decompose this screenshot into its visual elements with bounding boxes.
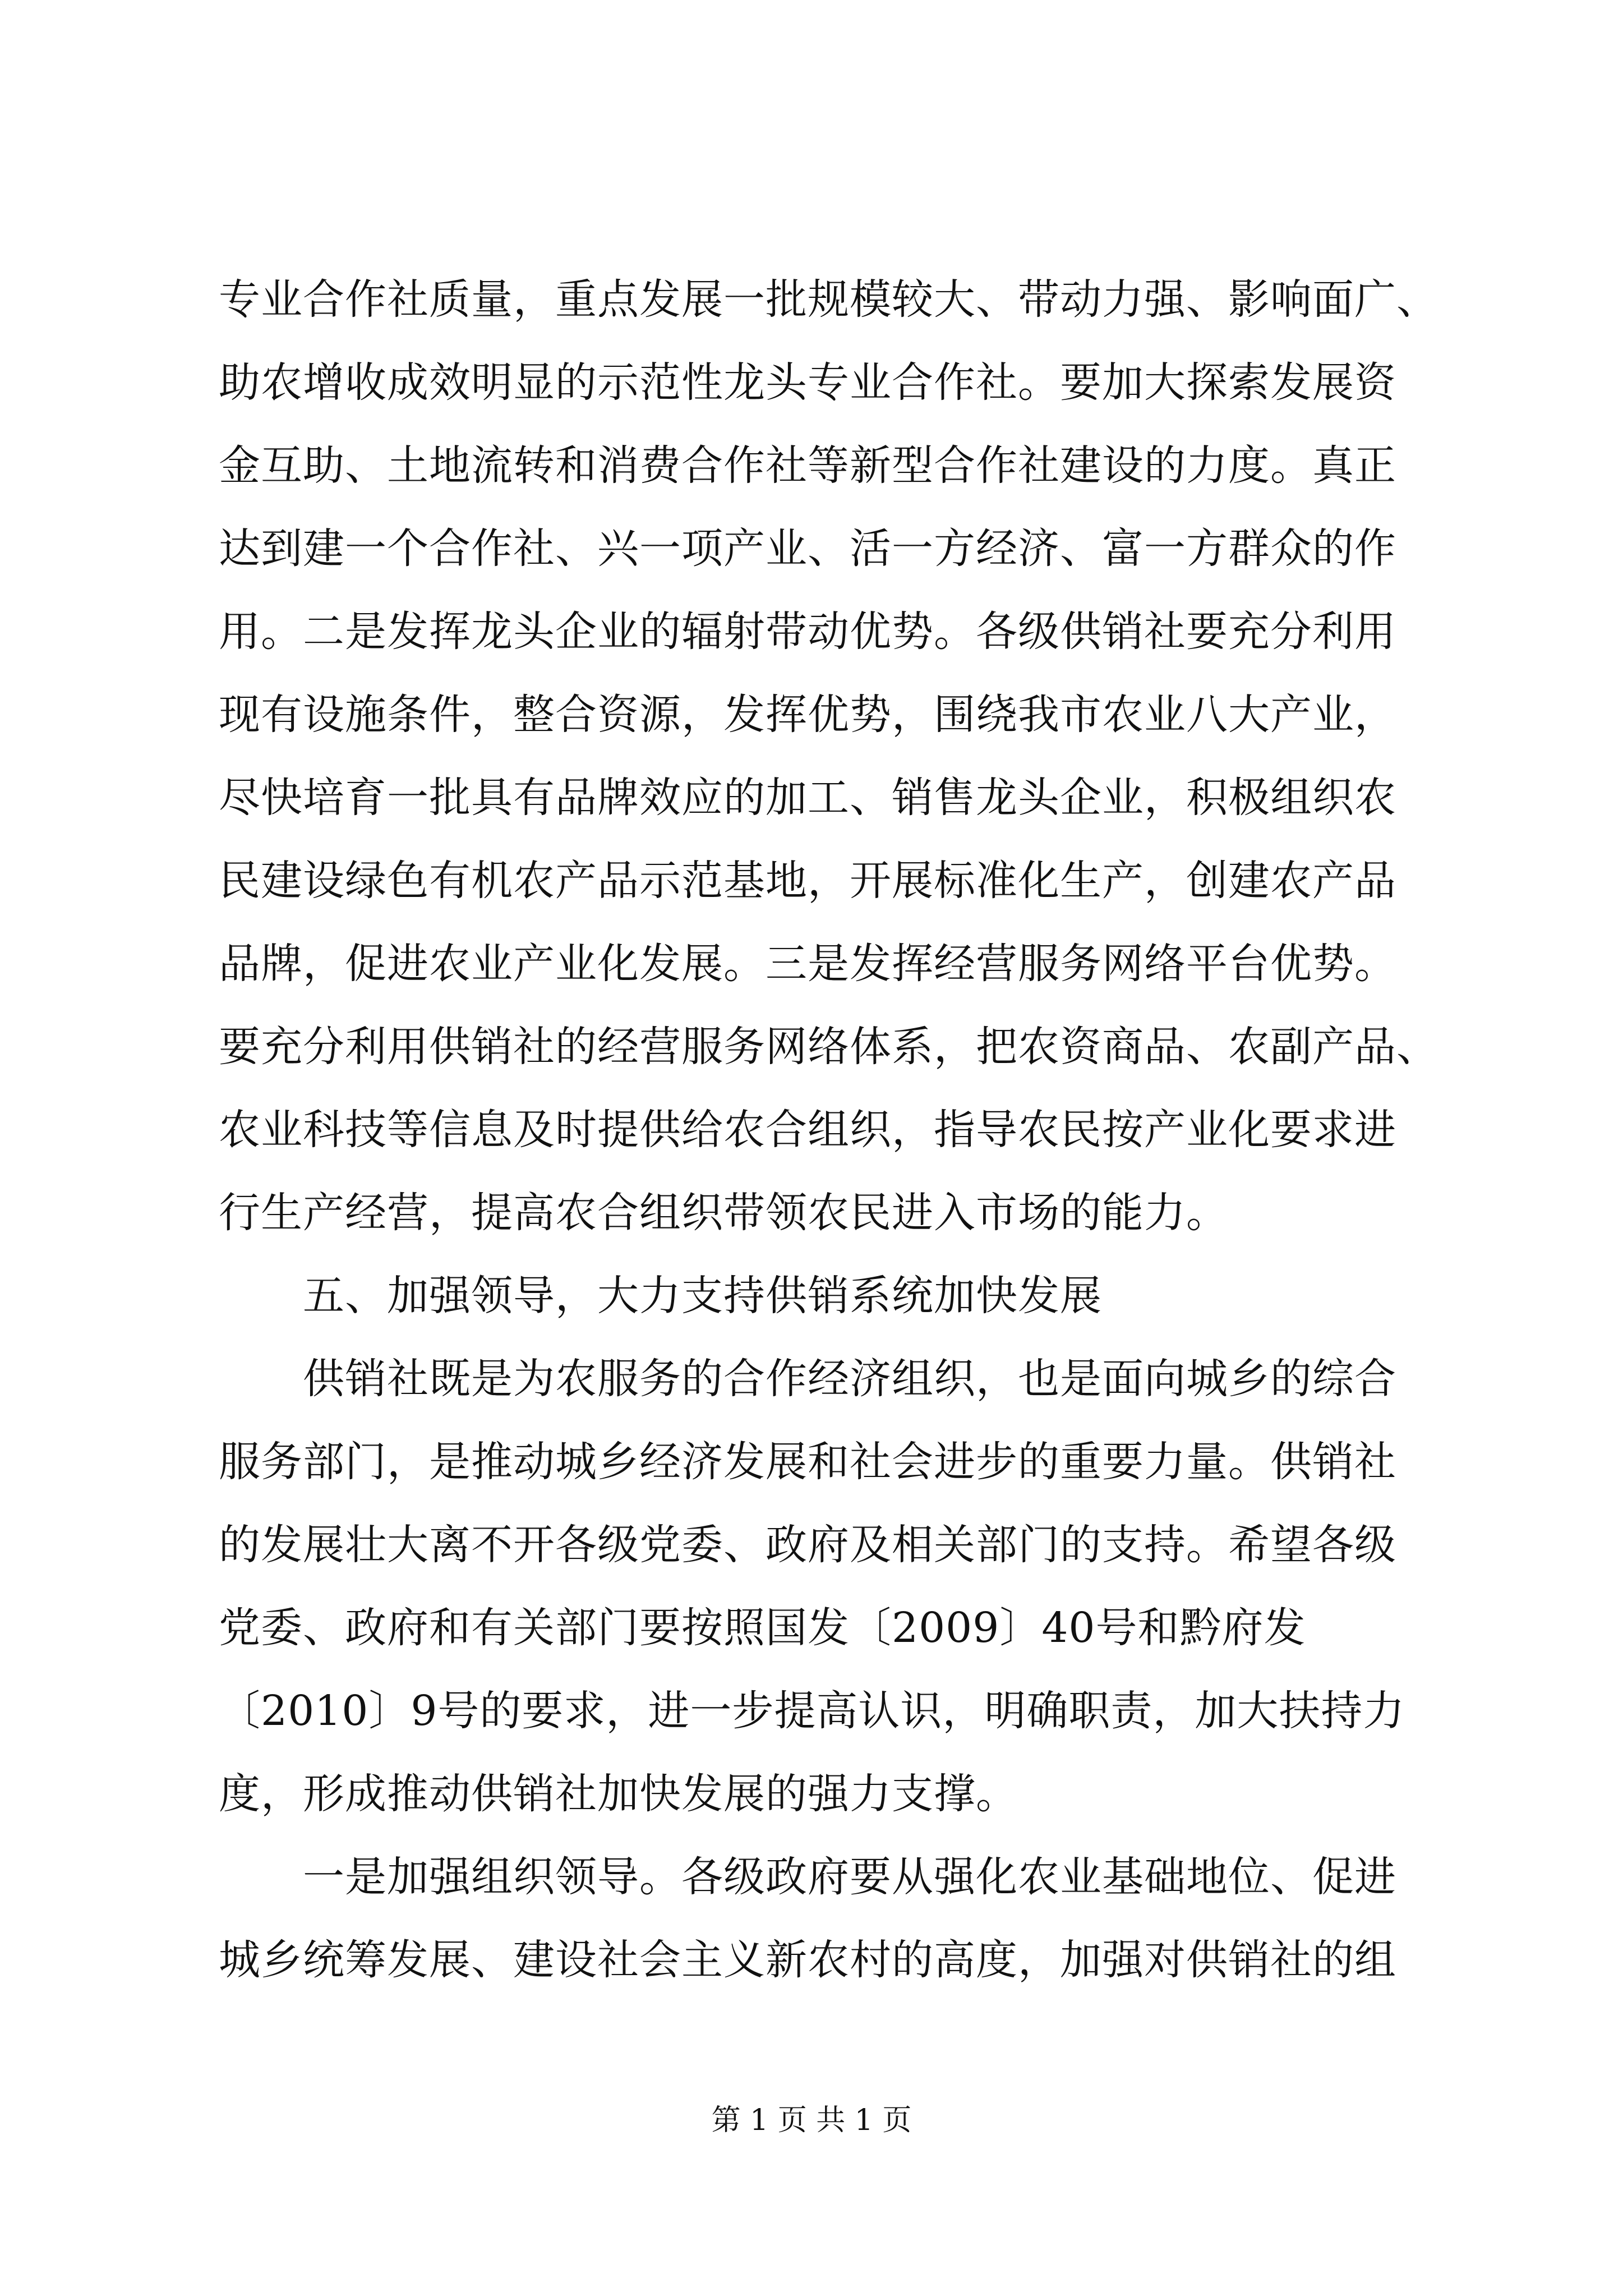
body-line: 现有设施条件，整合资源，发挥优势，围绕我市农业八大产业， [219, 691, 1396, 739]
body-line: 城乡统筹发展、建设社会主义新农村的高度，加强对供销社的组 [219, 1936, 1396, 1984]
body-line: 用。二是发挥龙头企业的辐射带动优势。各级供销社要充分利用 [219, 608, 1396, 656]
body-line: 一是加强组织领导。各级政府要从强化农业基础地位、促进 [303, 1853, 1396, 1901]
body-line: 品牌，促进农业产业化发展。三是发挥经营服务网络平台优势。 [219, 940, 1396, 988]
body-line: 农业科技等信息及时提供给农合组织，指导农民按产业化要求进 [219, 1106, 1396, 1154]
body-line: 供销社既是为农服务的合作经济组织，也是面向城乡的综合 [303, 1355, 1396, 1403]
body-line: 尽快培育一批具有品牌效应的加工、销售龙头企业，积极组织农 [219, 774, 1396, 822]
body-line: 金互助、土地流转和消费合作社等新型合作社建设的力度。真正 [219, 441, 1396, 490]
body-line: 达到建一个合作社、兴一项产业、活一方经济、富一方群众的作 [219, 524, 1396, 573]
body-line: 专业合作社质量，重点发展一批规模较大、带动力强、影响面广、 [219, 275, 1438, 324]
body-line: 的发展壮大离不开各级党委、政府及相关部门的支持。希望各级 [219, 1521, 1396, 1569]
section-heading: 五、加强领导，大力支持供销系统加快发展 [303, 1272, 1102, 1320]
body-line: 〔2010〕9号的要求，进一步提高认识，明确职责，加大扶持力 [219, 1687, 1405, 1735]
body-line: 民建设绿色有机农产品示范基地，开展标准化生产，创建农产品 [219, 857, 1396, 905]
page-number-footer: 第 1 页 共 1 页 [711, 2104, 912, 2137]
body-line: 党委、政府和有关部门要按照国发〔2009〕40号和黔府发 [219, 1604, 1306, 1652]
body-line: 服务部门，是推动城乡经济发展和社会进步的重要力量。供销社 [219, 1438, 1396, 1486]
body-line: 助农增收成效明显的示范性龙头专业合作社。要加大探索发展资 [219, 358, 1396, 407]
body-line: 要充分利用供销社的经营服务网络体系，把农资商品、农副产品、 [219, 1023, 1438, 1071]
body-line: 度，形成推动供销社加快发展的强力支撑。 [219, 1770, 1018, 1818]
body-line: 行生产经营，提高农合组织带领农民进入市场的能力。 [219, 1189, 1228, 1237]
